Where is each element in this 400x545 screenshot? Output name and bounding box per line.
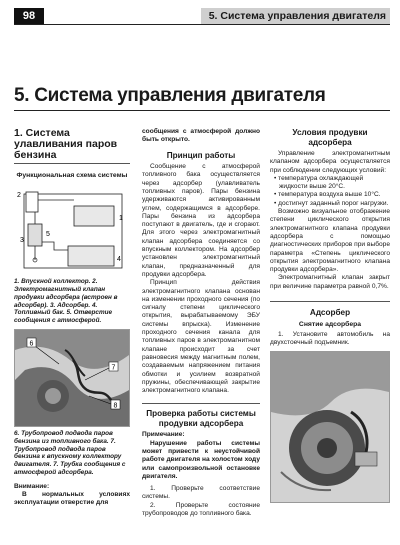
column-2 [142,128,260,518]
heading-check: Проверка работы системы продувки адсорбера [142,403,260,428]
diagram-label-1: 1 [119,215,123,223]
note-title: Примечание: [142,431,185,439]
conditions-paragraph: Управление электромагнитным клапаном адсорбера осуществляется при соблюдении следующих условий: [270,150,390,174]
page-header [14,8,390,25]
adsorber-box [28,224,42,246]
photo-wheel-arch [270,351,390,503]
warning-title: Внимание: [14,482,50,490]
check-step-2: 2. Проверьте состояние трубопроводов до топливного бака. [142,501,260,518]
photo-label-7: 7 [111,364,116,372]
diagram-label-4: 4 [117,256,121,264]
valve-box [26,192,38,212]
condition-item: • температура охлаждающей жидкости выше 20°С. [274,174,364,191]
principle-paragraph-2: Принцип действия электромагнитного клапана основан на изменении проходного сечения (по сигналу степени циклического открытия, вырабатываемому ЭБУ системы впрыска). Изменение проходного сечения канала для топливных паров в электромагнитном клапане происходит за счет равновесия между магнитным полем, создаваемым напряжением питания обмотки и усилием возвратной пружины, обеспечивающей закрытие электромагнитного клапана. [142,279,260,395]
section-title: 5. Система управления двигателя [201,8,390,24]
functional-diagram [14,184,130,276]
principle-paragraph-1: Сообщение с атмосферой топливного бака осуществляется через адсорбер (улавливатель топливных паров). Пары бензина удерживаются активированным углем, содержащимся в адсорбере. Пары бензина из адсорбера поступают в двигатель, где и сгорают. Для этого через электромагнитный клапан адсорбера соединяется со впускным коллектором. На адсорбер установлен электромагнитный клапан, предназначенный для продувки адсорбера. [142,163,260,278]
condition-item: • температура воздуха выше 10°С. [274,191,381,199]
diagram-label-3: 3 [20,237,24,245]
diagram-heading: Функциональная схема системы [16,172,128,179]
removal-step-1: 1. Установите автомобиль на двухстоечный подъемник. [270,330,390,347]
diagram-label-2: 2 [17,192,21,200]
heading-removal: Снятие адсорбера [298,320,362,328]
column-2-intro: сообщения с атмосферой должно быть открыто. [142,128,260,144]
photo-adsorber [14,329,130,427]
photo-label-8: 8 [113,402,118,410]
diagram-caption: 1. Впускной коллектор. 2. Электромагнитный клапан продувки адсорбера (встроен в адсорбер). 3. Адсорбер. 4. Топливный бак. 5. Отверстие сообщения с атмосферой. [14,278,118,325]
chapter-title: 5. Система управления двигателя [14,84,390,111]
photo-caption: 6. Трубопровод подвода паров бензина из топливного бака. 7. Трубопровод подвода паров бензина к впускному коллектору двигателя. 7. Трубка сообщения с атмосферой адсорбера. [14,430,126,477]
column-1 [14,128,130,508]
warning-text: В нормальных условиях эксплуатации отверстие для [14,491,130,507]
visual-display-paragraph: Возможно визуальное отображение степени циклического открытия электромагнитного клапана продувки адсорбера с помощью диагностических приборов при выборе параметра «Степень циклического открытия электромагнитного клапана продувки адсорбера». [270,208,390,274]
column-3 [270,128,390,503]
intake-manifold-box [74,206,114,226]
condition-item: • достигнут заданный порог нагрузки. [274,199,389,207]
diagram-label-5: 5 [46,231,50,239]
note-text: Нарушение работы системы может привести к неустойчивой работе двигателя на холостом ходу или самопроизвольной остановке двигателя. [142,439,260,480]
photo-label-6: 6 [29,340,34,348]
fuel-tank-box [68,246,114,266]
valve-closed-paragraph: Электромагнитный клапан закрыт при величине параметра равной 0,7%. [270,274,390,290]
heading-principle: Принцип работы [166,150,236,160]
heading-adsorber: Адсорбер [270,301,390,318]
section-heading-evap-system: 1. Система улавливания паров бензина [14,128,130,164]
heading-conditions: Условия продувки адсорбера [292,128,368,147]
check-step-1: 1. Проверьте соответствие системы. [142,485,260,501]
page-number: 98 [14,8,44,24]
